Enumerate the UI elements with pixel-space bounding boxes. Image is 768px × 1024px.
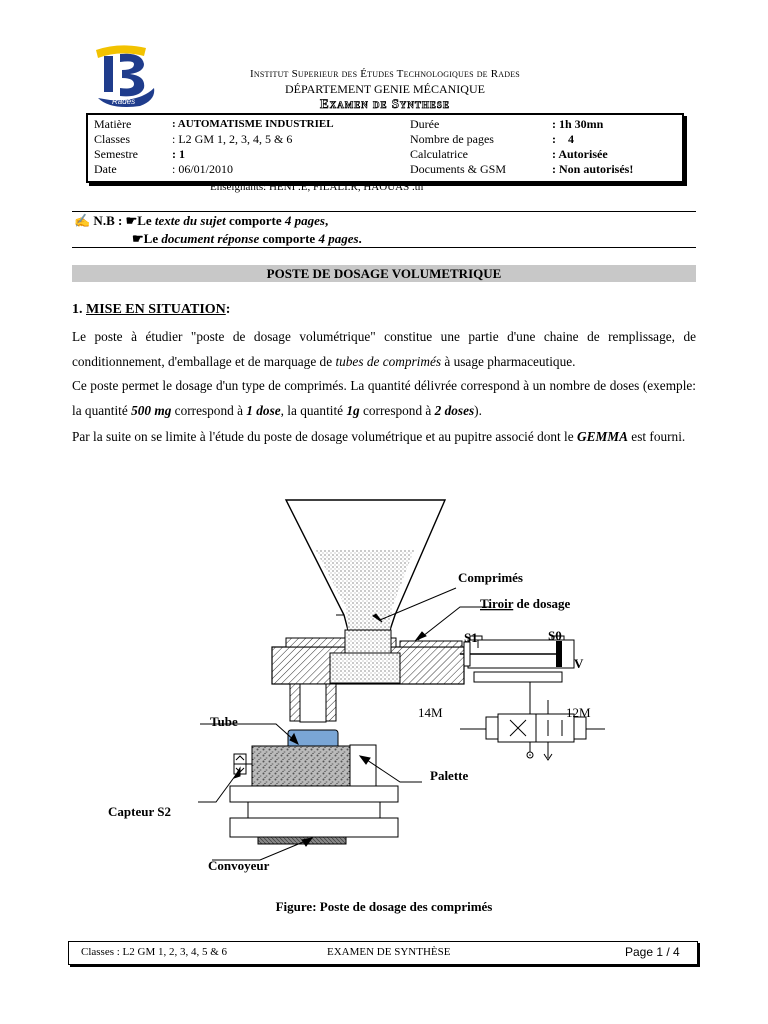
page-footer	[68, 941, 698, 965]
duree-value: : 1h 30mn	[552, 117, 604, 131]
figure-caption: Figure: Poste de dosage des comprimés	[275, 899, 493, 914]
footer-classes: Classes : L2 GM 1, 2, 3, 4, 5 & 6	[81, 946, 228, 958]
paragraph-2: Ce poste permet le dosage d'un type de comprimés. La quantité délivrée correspond à un nombre de doses (exemple: la quantité 500 mg correspond à 1 dose, la quantité 1g correspond à 2 doses).	[72, 378, 696, 418]
exam-title: Examen de Synthese	[320, 96, 450, 111]
pages-label: Nombre de pages	[410, 132, 494, 146]
label-palette: Palette	[430, 768, 469, 783]
distributor-valve	[460, 682, 605, 760]
conveyor	[230, 786, 398, 844]
divider-top	[72, 211, 696, 212]
label-comprimes: Comprimés	[458, 570, 523, 585]
label-tube: Tube	[210, 714, 238, 729]
docs-label: Documents & GSM	[410, 162, 506, 176]
label-convoyeur: Convoyeur	[208, 858, 270, 873]
footer-page: Page 1 / 4	[625, 945, 680, 959]
label-s0: S0	[548, 628, 562, 643]
classes-value: : L2 GM 1, 2, 3, 4, 5 & 6	[172, 132, 293, 146]
calc-value: : Autorisée	[552, 147, 608, 161]
date-label: Date	[94, 162, 117, 176]
exam-info-box	[86, 113, 684, 183]
matiere-value: : AUTOMATISME INDUSTRIEL	[172, 118, 334, 130]
nb-line-1: ✍ N.B : ☛Le texte du sujet comporte 4 pages,	[74, 213, 329, 228]
palette	[252, 745, 376, 787]
section-banner: POSTE DE DOSAGE VOLUMETRIQUE	[72, 265, 696, 282]
label-12m: 12M	[566, 705, 591, 720]
sensor-s2	[234, 754, 252, 774]
hopper	[286, 500, 445, 630]
semestre-value: : 1	[172, 147, 185, 161]
paragraph-3: Par la suite on se limite à l'étude du poste de dosage volumétrique et au pupitre associé dont le GEMMA est fourni.	[72, 429, 686, 444]
institute-name: Institut Superieur des Études Technologiques de Rades	[250, 68, 520, 80]
duree-label: Durée	[410, 117, 440, 131]
nb-line-2: ☛Le document réponse comporte 4 pages.	[132, 231, 362, 246]
matiere-label: Matière	[94, 117, 132, 131]
classes-label: Classes	[94, 132, 130, 146]
label-s1: S1	[464, 630, 478, 645]
pages-value: : 4	[552, 132, 574, 146]
label-capteur-s2: Capteur S2	[108, 804, 171, 819]
divider-bottom	[72, 247, 696, 248]
paragraph-1: Le poste à étudier "poste de dosage volumétrique" constitue une partie d'une chaine de remplissage, de conditionnement, d'emballage et de marquage de tubes de comprimés à usage pharmaceutique.	[72, 329, 696, 369]
dosing-station-diagram	[100, 490, 660, 880]
label-14m: 14M	[418, 705, 443, 720]
teachers-line: Enseignants: HENI .E, FILALI.R, HAOUAS .th	[210, 181, 424, 193]
footer-exam: EXAMEN DE SYNTHÈSE	[327, 946, 451, 958]
date-value: : 06/01/2010	[172, 162, 234, 176]
label-tiroir-dosage: Tiroir de dosage	[480, 596, 571, 611]
calc-label: Calculatrice	[410, 147, 468, 161]
section-heading: 1. MISE EN SITUATION:	[72, 302, 231, 317]
semestre-label: Semestre	[94, 147, 138, 161]
logo-text: Radès	[112, 97, 136, 106]
department-name: DÉPARTEMENT GENIE MÉCANIQUE	[285, 82, 485, 96]
label-v: V	[574, 656, 584, 671]
docs-value: : Non autorisés!	[552, 162, 634, 176]
